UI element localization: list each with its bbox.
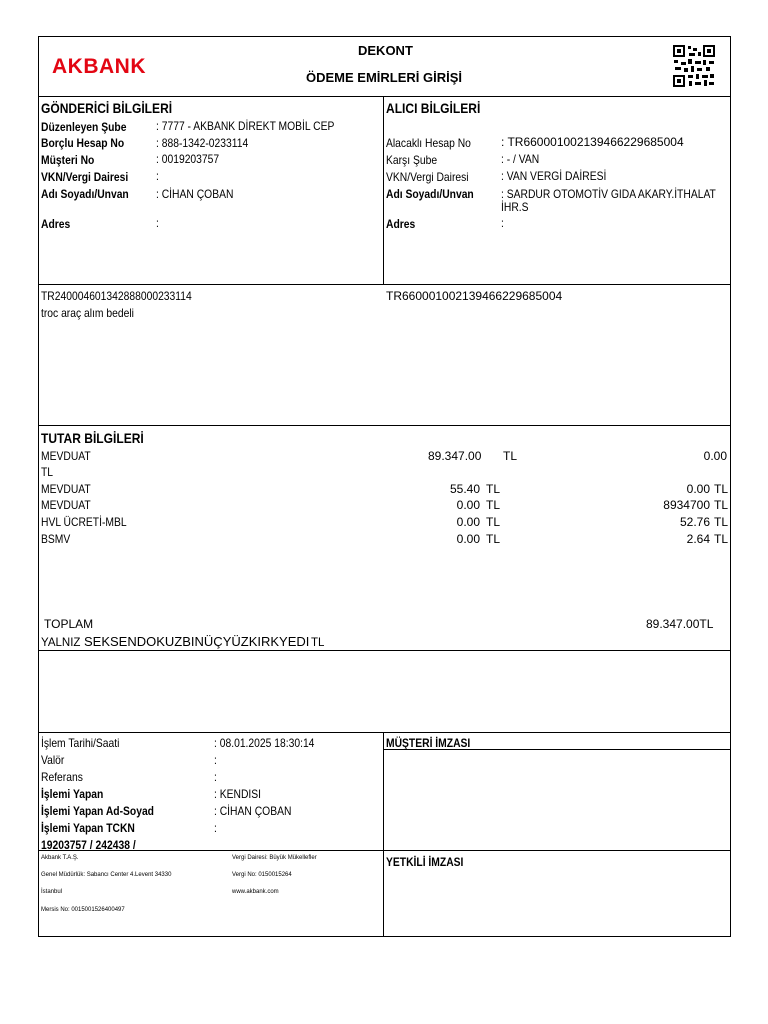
divider	[38, 425, 731, 426]
akbank-logo: AKBANK	[52, 55, 146, 78]
sender-value: : CİHAN ÇOBAN	[156, 187, 234, 201]
amount-right-unit: TL	[714, 532, 729, 546]
transaction-label: İşlem Tarihi/Saati	[41, 736, 120, 750]
transaction-label: Valör	[41, 753, 65, 767]
transaction-value: : KENDISI	[214, 787, 262, 801]
amount-right: 52.76	[679, 515, 710, 529]
footer-left-line: İstanbul	[41, 889, 63, 895]
receiver-value: :	[501, 216, 504, 230]
amount-mid-unit: TL	[486, 515, 501, 529]
sender-label: Adres	[41, 217, 71, 231]
receiver-value: : TR660001002139466229685004	[501, 135, 684, 149]
transaction-label: İşlemi Yapan Ad-Soyad	[41, 804, 154, 818]
footer-left-line: Genel Müdürlük: Sabancı Center 4.Levent 34330	[41, 872, 172, 878]
sender-label: Müşteri No	[41, 153, 95, 167]
transaction-value: :	[214, 753, 217, 767]
amount-label: HVL ÜCRETİ-MBL	[41, 515, 127, 529]
transaction-label: İşlemi Yapan	[41, 787, 104, 801]
amount-right-unit: TL	[714, 482, 729, 496]
amount-mid: 89.347.00	[428, 449, 482, 463]
sender-value: : 7777 - AKBANK DİREKT MOBİL CEP	[156, 119, 335, 133]
amount-mid-unit: TL	[486, 498, 501, 512]
amount-mid-unit: TL	[503, 449, 518, 463]
document-subtitle: ÖDEME EMİRLERİ GİRİŞİ	[306, 70, 463, 85]
amount-in-words-prefix: YALNIZ	[41, 637, 81, 649]
transaction-value: :	[214, 770, 217, 784]
receiver-label: Adı Soyadı/Unvan	[386, 187, 474, 201]
amount-mid: 0.00	[456, 532, 480, 546]
sender-iban: TR240004601342888000233114	[41, 289, 192, 303]
qr-code-icon	[672, 44, 716, 88]
receiver-value: : - / VAN	[501, 152, 540, 166]
footer-right-line: www.akbank.com	[232, 889, 279, 895]
receiver-label: Alacaklı Hesap No	[386, 136, 471, 150]
sender-value: : 0019203757	[156, 152, 220, 166]
sender-label: VKN/Vergi Dairesi	[41, 170, 129, 184]
receiver-label: Adres	[386, 217, 416, 231]
amount-right: 0.00	[703, 449, 727, 463]
total-label: TOPLAM	[44, 617, 94, 631]
receiver-section-title: ALICI BİLGİLERİ	[386, 100, 481, 116]
sender-label: Düzenleyen Şube	[41, 120, 127, 134]
amount-in-words: SEKSENDOKUZBINÜÇYÜZKIRKYEDI	[84, 634, 310, 649]
amount-label: TL	[41, 465, 54, 479]
amount-label: MEVDUAT	[41, 482, 91, 496]
amount-mid: 55.40	[449, 482, 480, 496]
divider	[38, 732, 731, 733]
amount-right: 8934700	[663, 498, 710, 512]
transaction-label: Referans	[41, 770, 83, 784]
reference-line: 19203757 / 242438 /	[41, 838, 136, 852]
total-value: 89.347.00TL	[646, 617, 714, 631]
amount-right-unit: TL	[714, 515, 729, 529]
amount-label: BSMV	[41, 532, 71, 546]
transaction-label: İşlemi Yapan TCKN	[41, 821, 135, 835]
amount-label: MEVDUAT	[41, 449, 91, 463]
amounts-section-title: TUTAR BİLGİLERİ	[41, 430, 144, 446]
divider	[38, 650, 731, 651]
payment-note: troc araç alım bedeli	[41, 306, 134, 320]
sender-value: : 888-1342-0233114	[156, 136, 249, 150]
footer-right-line: Vergi Dairesi: Büyük Mükellefler	[232, 855, 317, 861]
amount-right: 0.00	[686, 482, 710, 496]
receiver-value-line2: İHR.S	[501, 200, 529, 214]
amount-mid-unit: TL	[486, 482, 501, 496]
column-divider	[383, 732, 384, 937]
sender-section-title: GÖNDERİCİ BİLGİLERİ	[41, 100, 173, 116]
amount-in-words-unit: TL	[311, 637, 325, 649]
amount-label: MEVDUAT	[41, 498, 91, 512]
receiver-iban: TR660001002139466229685004	[386, 289, 563, 303]
receiver-label: VKN/Vergi Dairesi	[386, 170, 469, 184]
receiver-value: : VAN VERGİ DAİRESİ	[501, 169, 607, 183]
amount-mid: 0.00	[456, 515, 480, 529]
customer-signature-title: MÜŞTERİ İMZASI	[386, 736, 471, 750]
transaction-value: : CİHAN ÇOBAN	[214, 804, 292, 818]
transaction-value: : 08.01.2025 18:30:14	[214, 736, 315, 750]
footer-right-line: Vergi No: 0150015264	[232, 872, 292, 878]
amount-right: 2.64	[686, 532, 710, 546]
divider	[38, 96, 731, 97]
divider	[38, 284, 731, 285]
amount-mid: 0.00	[456, 498, 480, 512]
sender-value: :	[156, 216, 159, 230]
authorized-signature-title: YETKİLİ İMZASI	[386, 855, 464, 869]
receiver-label: Karşı Şube	[386, 153, 438, 167]
transaction-value: :	[214, 821, 217, 835]
amount-mid-unit: TL	[486, 532, 501, 546]
footer-left-line: Akbank T.A.Ş.	[41, 855, 79, 861]
column-divider	[383, 96, 384, 284]
divider	[383, 749, 731, 750]
divider	[38, 850, 731, 851]
amount-right-unit: TL	[714, 498, 729, 512]
sender-label: Adı Soyadı/Unvan	[41, 187, 129, 201]
document-title: DEKONT	[358, 43, 413, 58]
footer-left-line: Mersis No: 0015001526400497	[41, 907, 125, 913]
receiver-value: : SARDUR OTOMOTİV GIDA AKARY.İTHALAT	[501, 187, 716, 201]
sender-label: Borçlu Hesap No	[41, 136, 125, 150]
sender-value: :	[156, 169, 159, 183]
